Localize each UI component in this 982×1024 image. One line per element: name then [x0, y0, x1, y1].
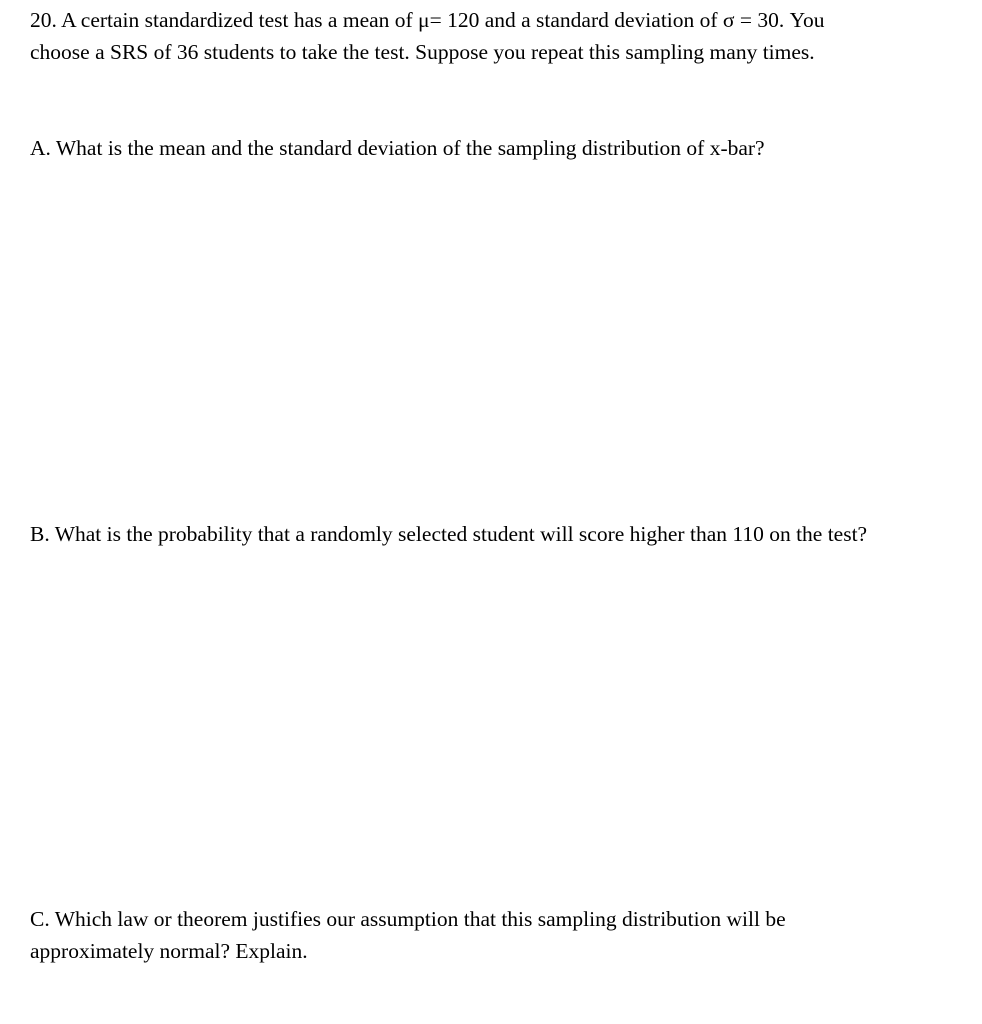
question-part-c — [30, 903, 970, 967]
question-part-a — [30, 132, 970, 164]
problem-statement-line-2: choose a SRS of 36 students to take the test. Suppose you repeat this sampling many times. — [30, 40, 815, 64]
question-part-b-text: B. What is the probability that a randomly selected student will score higher than 110 on the test? — [30, 522, 868, 546]
question-part-a-text: A. What is the mean and the standard deviation of the sampling distribution of x-bar? — [30, 136, 765, 160]
question-part-c-line-1: C. Which law or theorem justifies our assumption that this sampling distribution will be — [30, 907, 786, 931]
question-part-b — [30, 518, 970, 550]
question-part-c-line-2: approximately normal? Explain. — [30, 939, 308, 963]
problem-statement — [30, 4, 970, 68]
problem-statement-line-1: 20. A certain standardized test has a mean of μ= 120 and a standard deviation of σ = 30. You — [30, 8, 825, 32]
